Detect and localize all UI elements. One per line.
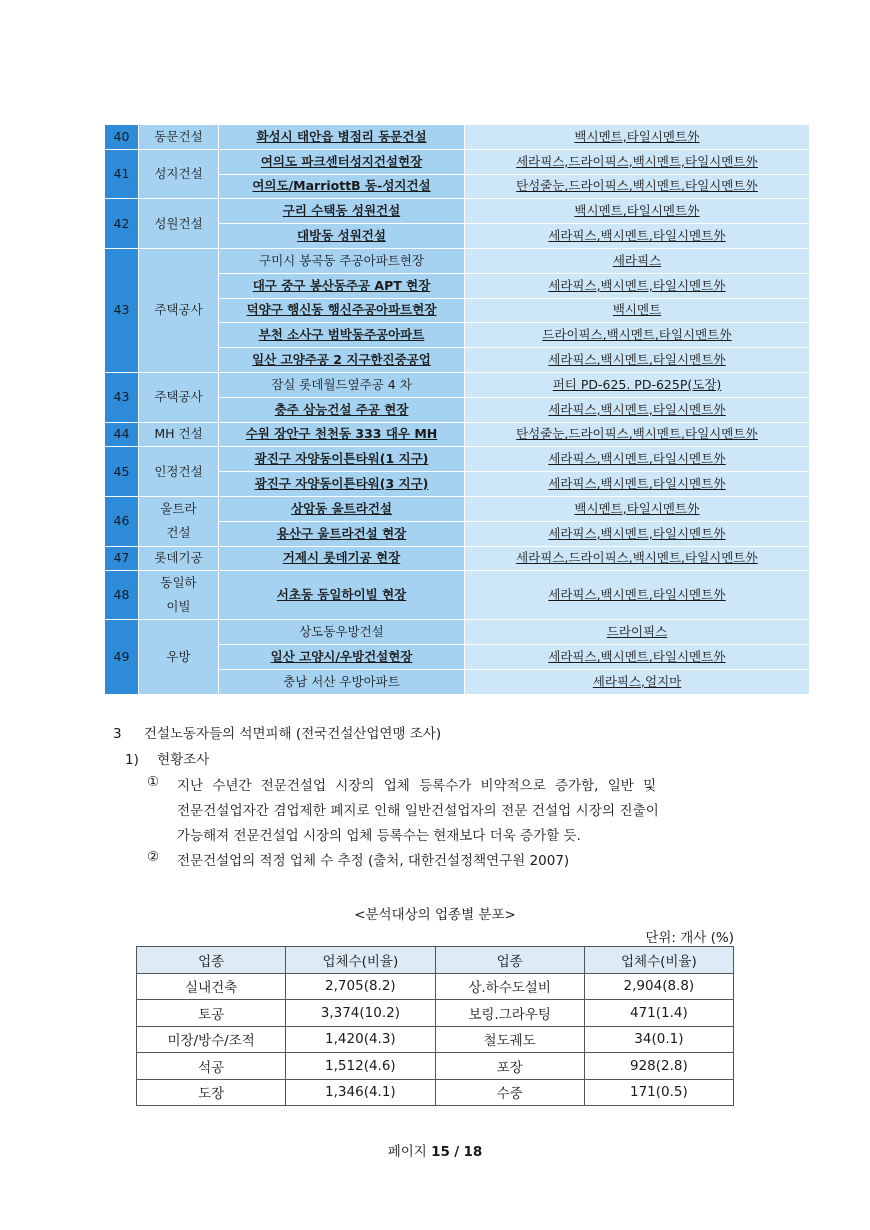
- table-row: [105, 248, 810, 273]
- industry-1-cell: 토공: [137, 1000, 286, 1027]
- count-1-cell: 2,705(8.2): [286, 973, 435, 1000]
- site-name: 상도동우방건설: [219, 620, 465, 645]
- company-name: 동문건설: [139, 125, 219, 150]
- industry-2-cell: 수중: [435, 1079, 584, 1106]
- site-name: 대구 중구 봉산동주공 APT 현장: [219, 273, 465, 298]
- count-2-cell: 928(2.8): [584, 1053, 733, 1080]
- row-number: 44: [105, 422, 139, 447]
- material-text: 세라픽스,얼지마: [592, 673, 682, 689]
- page-separator: /: [454, 1144, 460, 1160]
- company-name: 주택공사: [139, 248, 219, 372]
- row-number: 48: [105, 571, 139, 620]
- site-name: 덕양구 행신동 행신주공아파트현장: [219, 298, 465, 323]
- page-total: 18: [463, 1144, 483, 1160]
- industry-2-cell: 포장: [435, 1053, 584, 1080]
- material-text: 세라픽스,백시멘트,타일시멘트外: [548, 525, 726, 541]
- material-list: [465, 620, 810, 645]
- industry-2-cell: 보링.그라우팅: [435, 1000, 584, 1027]
- count-2-cell: 34(0.1): [584, 1026, 733, 1053]
- material-text: 세라픽스: [612, 252, 662, 268]
- table-row: [137, 973, 734, 1000]
- table-unit: 단위: 개사 (%): [645, 930, 734, 946]
- table-row: [105, 496, 810, 521]
- material-list: [465, 248, 810, 273]
- header-industry-2: 업종: [435, 947, 584, 974]
- header-industry-1: 업종: [137, 947, 286, 974]
- site-name: 상암동 울트라건설: [219, 496, 465, 521]
- company-name: 인정건설: [139, 447, 219, 497]
- material-text: 드라이픽스,백시멘트,타일시멘트外: [542, 327, 732, 343]
- page-footer: [0, 1140, 870, 1160]
- industry-distribution-table: [136, 946, 734, 1106]
- industry-1-cell: 미장/방수/조적: [137, 1026, 286, 1053]
- section-3-heading: [113, 722, 441, 742]
- table-row: [137, 1079, 734, 1106]
- material-list: [465, 199, 810, 224]
- header-count-1: 업체수(비율): [286, 947, 435, 974]
- item-1-line-2: 전문건설업자간 겸업제한 폐지로 인해 일반건설업자의 전문 건설업 시장의 진출이: [177, 803, 659, 819]
- material-list: [465, 149, 810, 174]
- industry-2-cell: 상.하수도설비: [435, 973, 584, 1000]
- row-number: 41: [105, 149, 139, 199]
- table-row: [137, 1000, 734, 1027]
- material-list: [465, 224, 810, 249]
- site-name: 구미시 봉곡동 주공아파트현장: [219, 248, 465, 273]
- company-name: 주택공사: [139, 372, 219, 422]
- table-row: [105, 149, 810, 174]
- count-1-cell: 1,420(4.3): [286, 1026, 435, 1053]
- material-list: [465, 422, 810, 447]
- company-name: 성원건설: [139, 199, 219, 249]
- count-2-cell: 171(0.5): [584, 1079, 733, 1106]
- table-row: [105, 422, 810, 447]
- material-text: 백시멘트,타일시멘트外: [574, 500, 700, 516]
- material-list: [465, 298, 810, 323]
- site-name: 일산 고양시/우방건설현장: [219, 645, 465, 670]
- site-name: 거제시 롯데기공 현장: [219, 546, 465, 571]
- count-2-cell: 471(1.4): [584, 1000, 733, 1027]
- subsection-number: 1): [125, 752, 139, 768]
- row-number: 43: [105, 248, 139, 372]
- count-2-cell: 2,904(8.8): [584, 973, 733, 1000]
- item-1-line-3: 가능해져 전문건설업 시장의 업체 등록수는 현재보다 더욱 증가할 듯.: [177, 828, 581, 844]
- material-list: [465, 669, 810, 694]
- table-row: [137, 1026, 734, 1053]
- table-row: [105, 199, 810, 224]
- material-text: 백시멘트,타일시멘트外: [574, 128, 700, 144]
- site-name: 부천 소사구 범박동주공아파트: [219, 323, 465, 348]
- row-number: 49: [105, 620, 139, 694]
- site-name: 잠실 롯데월드옆주공 4 차: [219, 372, 465, 397]
- material-text: 세라픽스,백시멘트,타일시멘트外: [548, 451, 726, 467]
- site-name: 여의도 파크센터성지건설현장: [219, 149, 465, 174]
- industry-1-cell: 실내건축: [137, 973, 286, 1000]
- site-name: 서초동 동일하이빌 현장: [219, 571, 465, 620]
- industry-1-cell: 도장: [137, 1079, 286, 1106]
- company-name: 롯데기공: [139, 546, 219, 571]
- material-list: [465, 447, 810, 472]
- material-text: 백시멘트,타일시멘트外: [574, 203, 700, 219]
- material-list: [465, 372, 810, 397]
- material-list: [465, 273, 810, 298]
- site-name: 광진구 자양동이튼타워(1 지구): [219, 447, 465, 472]
- site-name: 일산 고양주공 2 지구한진중공업: [219, 348, 465, 373]
- count-1-cell: 1,512(4.6): [286, 1053, 435, 1080]
- page-current: 15: [431, 1144, 450, 1160]
- material-text: 세라픽스,백시멘트,타일시멘트外: [548, 476, 726, 492]
- material-list: [465, 323, 810, 348]
- site-name: 여의도/MarriottB 동-성지건설: [219, 174, 465, 199]
- site-name: 충남 서산 우방아파트: [219, 669, 465, 694]
- table-row: [105, 620, 810, 645]
- material-list: [465, 125, 810, 150]
- material-list: [465, 397, 810, 422]
- material-text: 탄성줄눈,드라이픽스,백시멘트,타일시멘트外: [516, 426, 758, 442]
- site-name: 충주 삼능건설 주공 현장: [219, 397, 465, 422]
- subsection-1-heading: [125, 748, 209, 768]
- row-number: 43: [105, 372, 139, 422]
- row-number: 40: [105, 125, 139, 150]
- company-name: 우방: [139, 620, 219, 694]
- material-text: 세라픽스,백시멘트,타일시멘트外: [548, 401, 726, 417]
- table-row: [137, 1053, 734, 1080]
- company-name: MH 건설: [139, 422, 219, 447]
- item-1-marker: ①: [147, 774, 160, 790]
- company-name: 성지건설: [139, 149, 219, 199]
- material-text: 세라픽스,백시멘트,타일시멘트外: [548, 352, 726, 368]
- count-1-cell: 3,374(10.2): [286, 1000, 435, 1027]
- site-name: 수원 장안구 천천동 333 대우 MH: [219, 422, 465, 447]
- company-name: 울트라건설: [139, 496, 219, 546]
- row-number: 45: [105, 447, 139, 497]
- material-list: [465, 348, 810, 373]
- section-title: 건설노동자들의 석면피해 (전국건설산업연맹 조사): [143, 726, 442, 742]
- company-name: 동일하이빌: [139, 571, 219, 620]
- material-text: 퍼티 PD-625. PD-625P(도장): [552, 376, 722, 392]
- material-text: 세라픽스,백시멘트,타일시멘트外: [548, 228, 726, 244]
- item-2-marker: ②: [147, 849, 160, 865]
- table-row: [105, 372, 810, 397]
- table-row: [105, 571, 810, 620]
- material-text: 세라픽스,드라이픽스,백시멘트,타일시멘트外: [516, 550, 758, 566]
- material-list: [465, 496, 810, 521]
- site-name: 대방동 성원건설: [219, 224, 465, 249]
- site-name: 광진구 자양동이튼타워(3 지구): [219, 472, 465, 497]
- material-text: 세라픽스,백시멘트,타일시멘트外: [548, 587, 726, 603]
- industry-2-cell: 철도궤도: [435, 1026, 584, 1053]
- material-text: 드라이픽스: [606, 624, 668, 640]
- material-list: [465, 571, 810, 620]
- material-list: [465, 546, 810, 571]
- table-row: [105, 447, 810, 472]
- industry-1-cell: 석공: [137, 1053, 286, 1080]
- row-number: 42: [105, 199, 139, 249]
- row-number: 46: [105, 496, 139, 546]
- material-list: [465, 472, 810, 497]
- row-number: 47: [105, 546, 139, 571]
- material-text: 세라픽스,백시멘트,타일시멘트外: [548, 277, 726, 293]
- material-text: 탄성줄눈,드라이픽스,백시멘트,타일시멘트外: [516, 178, 758, 194]
- site-material-table: [104, 124, 810, 695]
- page-label: 페이지: [387, 1144, 427, 1160]
- item-1-line-1: 지난 수년간 전문건설업 시장의 업체 등록수가 비약적으로 증가함, 일반 및: [177, 778, 657, 794]
- table-row: [105, 125, 810, 150]
- header-count-2: 업체수(비율): [584, 947, 733, 974]
- material-list: [465, 174, 810, 199]
- site-name: 용산구 울트라건설 현장: [219, 521, 465, 546]
- material-text: 세라픽스,백시멘트,타일시멘트外: [548, 649, 726, 665]
- material-list: [465, 521, 810, 546]
- item-2-line-1: 전문건설업의 적정 업체 수 추정 (출처, 대한건설정책연구원 2007): [177, 853, 570, 869]
- table-row: [105, 546, 810, 571]
- material-text: 세라픽스,드라이픽스,백시멘트,타일시멘트外: [516, 153, 758, 169]
- table-header-row: [137, 947, 734, 974]
- count-1-cell: 1,346(4.1): [286, 1079, 435, 1106]
- material-list: [465, 645, 810, 670]
- site-name: 화성시 태안읍 병점리 동문건설: [219, 125, 465, 150]
- subsection-title: 현황조사: [157, 752, 210, 768]
- table-caption: <분석대상의 업종별 분포>: [354, 907, 516, 923]
- material-text: 백시멘트: [612, 302, 662, 318]
- section-number: 3: [113, 726, 122, 742]
- site-name: 구리 수택동 성원건설: [219, 199, 465, 224]
